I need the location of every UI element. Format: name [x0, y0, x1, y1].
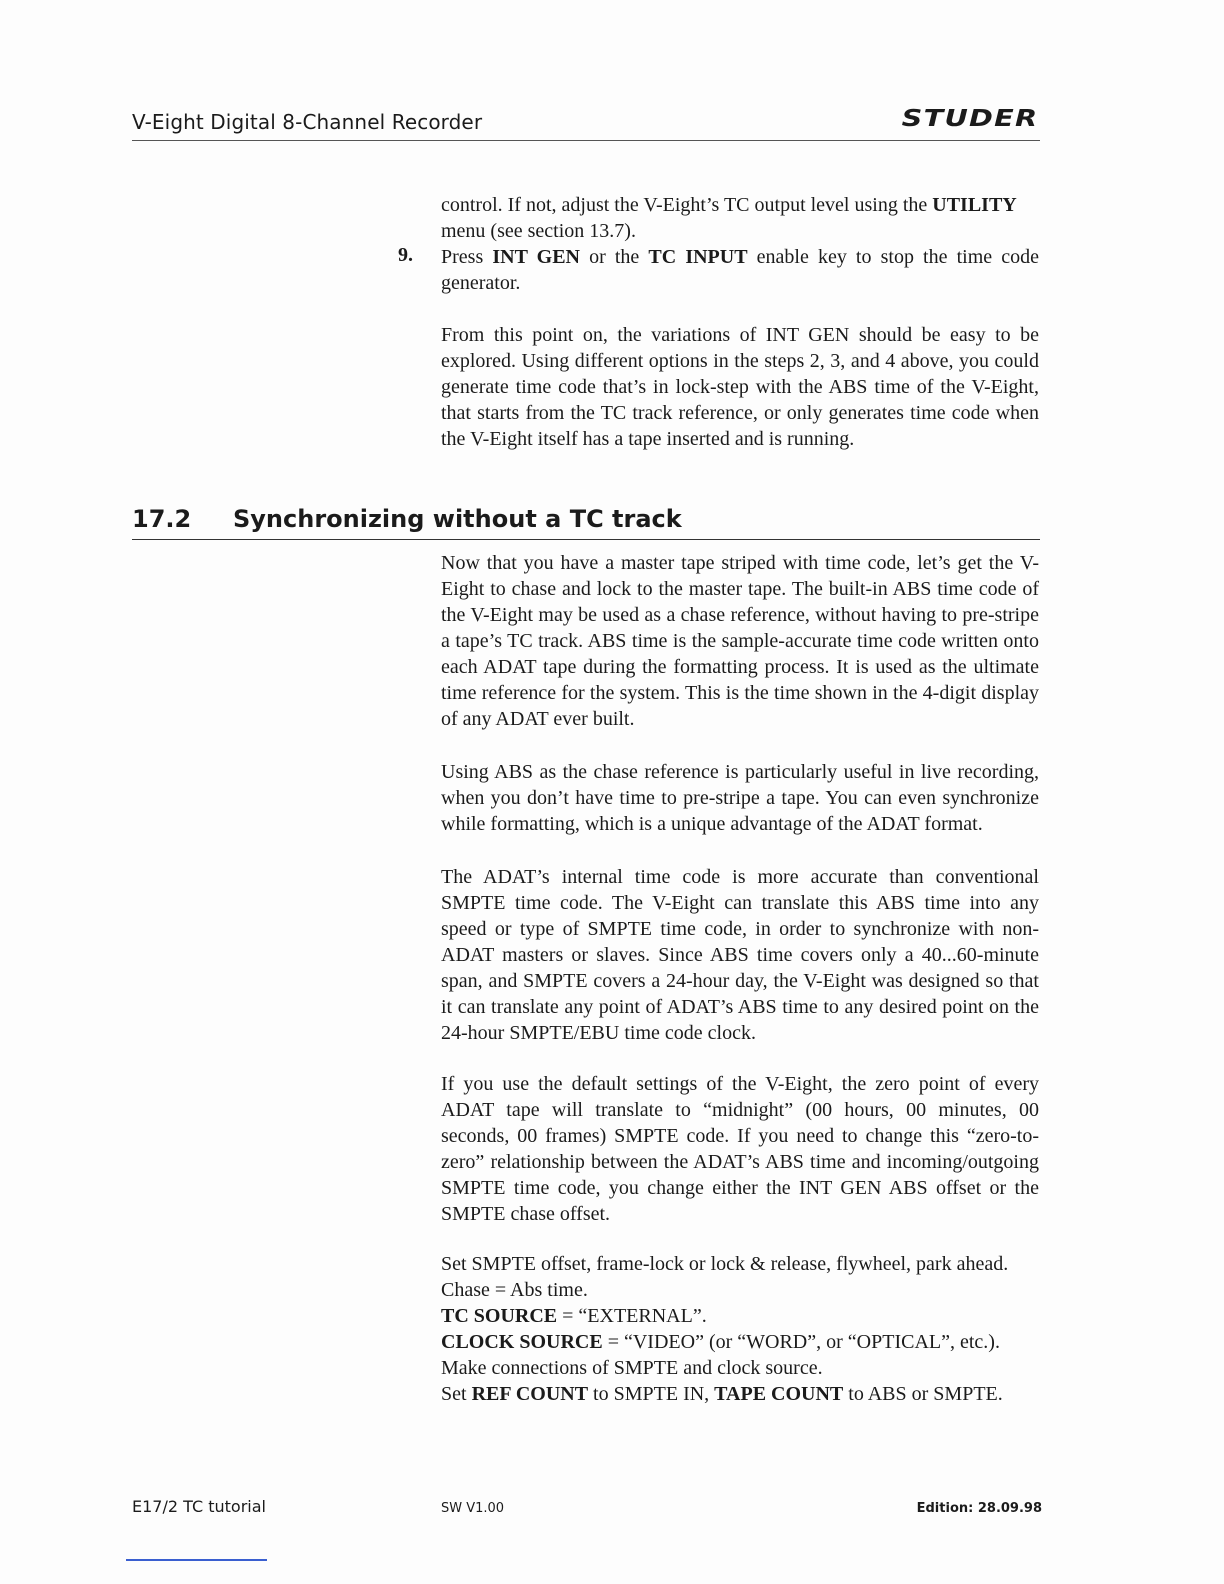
- setup-step-offset: Set SMPTE offset, frame-lock or lock & release, flywheel, park ahead.: [441, 1253, 1009, 1275]
- setup-step-connections: Make connections of SMPTE and clock source.: [441, 1357, 823, 1379]
- footer-page-label: E17/2 TC tutorial: [132, 1497, 266, 1516]
- setup-steps: [441, 1251, 1039, 1407]
- int-gen-summary-paragraph: From this point on, the variations of INT GEN should be easy to be explored. Using different options in the steps 2, 3, and 4 above, you could generate time code that’s in lock-step with the ABS time of the V-Eight, that starts from the TC track reference, or only generates time code when the V-Eight itself has a tape inserted and is running.: [441, 324, 1039, 450]
- footer-software-version: SW V1.00: [441, 1501, 505, 1516]
- header-rule: [132, 140, 1040, 141]
- studer-logo: STUDER: [901, 106, 1038, 132]
- setup-step-tc-source: TC SOURCE = “EXTERNAL”.: [441, 1305, 707, 1327]
- setup-step-chase: Chase = Abs time.: [441, 1279, 588, 1301]
- running-header-title: V-Eight Digital 8-Channel Recorder: [132, 110, 483, 134]
- section-paragraph-2: Using ABS as the chase reference is particularly useful in live recording, when you don’t have time to pre-stripe a tape. You can even synchronize while formatting, which is a unique advantage of the ADAT format.: [441, 761, 1039, 835]
- setup-step-clock-source: CLOCK SOURCE = “VIDEO” (or “WORD”, or “OPTICAL”, etc.).: [441, 1331, 1000, 1353]
- utility-menu-label: UTILITY: [932, 194, 1017, 216]
- section-paragraph-4: If you use the default settings of the V-Eight, the zero point of every ADAT tape will translate to “midnight” (00 hours, 00 minutes, 00 seconds, 00 frames) SMPTE code. If you need to change this “zero-to-zero” relationship between the ADAT’s ABS time and incoming/outgoing SMPTE time code, you change either the INT GEN ABS offset or the SMPTE chase offset.: [441, 1073, 1039, 1225]
- section-paragraph-3: The ADAT’s internal time code is more accurate than conventional SMPTE time code. The V-Eight can translate this ABS time into any speed or type of SMPTE time code, in order to synchronize with non-ADAT masters or slaves. Since ABS time covers only a 40...60-minute span, and SMPTE covers a 24-hour day, the V-Eight was designed so that it can translate any point of ADAT’s ABS time to any desired point on the 24-hour SMPTE/EBU time code clock.: [441, 866, 1039, 1044]
- footer-edition: Edition: 28.09.98: [916, 1501, 1042, 1516]
- step-number-9: 9.: [398, 244, 413, 266]
- tc-input-key-label: TC INPUT: [648, 246, 748, 268]
- section-number: 17.2: [132, 505, 192, 533]
- setup-step-counters: Set REF COUNT to SMPTE IN, TAPE COUNT to ABS or SMPTE.: [441, 1383, 1003, 1405]
- int-gen-key-label: INT GEN: [492, 246, 580, 268]
- section-rule: [132, 539, 1040, 540]
- continued-step-text: control. If not, adjust the V-Eight’s TC output level using the UTILITY menu (see section 13.7).: [441, 194, 1017, 242]
- section-title: Synchronizing without a TC track: [233, 505, 682, 533]
- section-paragraph-1: Now that you have a master tape striped with time code, let’s get the V-Eight to chase and lock to the master tape. The built-in ABS time code of the V-Eight may be used as a chase reference, without having to pre-stripe a tape’s TC track. ABS time is the sample-accurate time code written onto each ADAT tape during the formatting process. It is used as the ultimate time reference for the system. This is the time shown in the 4-digit display of any ADAT ever built.: [441, 552, 1039, 730]
- step-9-text: Press INT GEN or the TC INPUT enable key to stop the time code generator.: [441, 246, 1039, 294]
- bottom-marker-line: [126, 1559, 267, 1561]
